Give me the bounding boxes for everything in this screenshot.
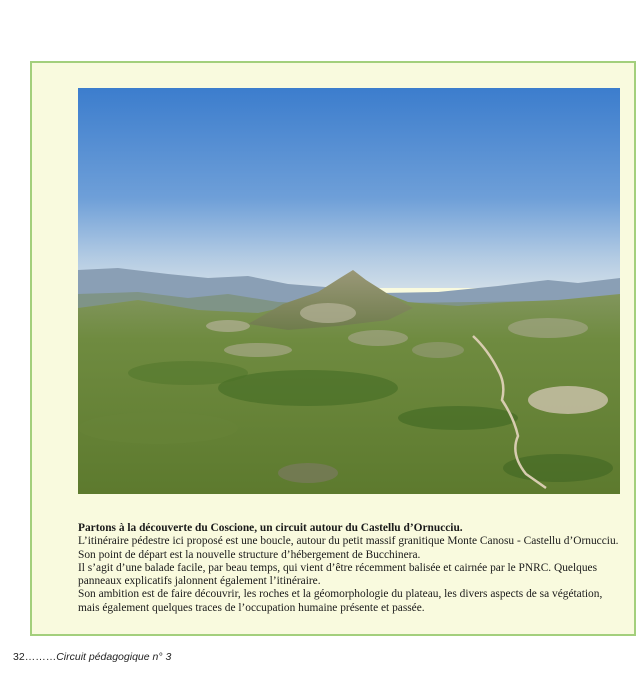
footer-dots: ……… <box>24 651 57 663</box>
caption <box>78 522 622 615</box>
caption-paragraph: Il s’agit d’une balade facile, par beau temps, qui vient d’être récemment balisée et cairnée par le PNRC. Quelques panneaux explicatifs jalonnent également l’itinéraire. <box>78 561 598 588</box>
caption-paragraph: L’itinéraire pédestre ici proposé est une boucle, autour du petit massif granitique Monte Canosu - Castellu d’Ornucciu. Son point de départ est la nouvelle structure d’hébergement de Bucchinera. <box>78 535 619 561</box>
caption-title: Partons à la découverte du Coscione, un circuit autour du Castellu d’Ornucciu. <box>78 522 463 534</box>
content-panel <box>30 61 636 636</box>
caption-paragraph: Son ambition est de faire découvrir, les roches et la géomorphologie du plateau, les divers aspects de sa végétation, mais également quelques traces de l’occupation humaine présente et passée. <box>78 588 603 614</box>
landscape-photo <box>78 88 620 494</box>
page-number: 32 <box>13 651 25 663</box>
footer-title: Circuit pédagogique n° 3 <box>56 651 172 663</box>
page-footer <box>13 651 171 663</box>
